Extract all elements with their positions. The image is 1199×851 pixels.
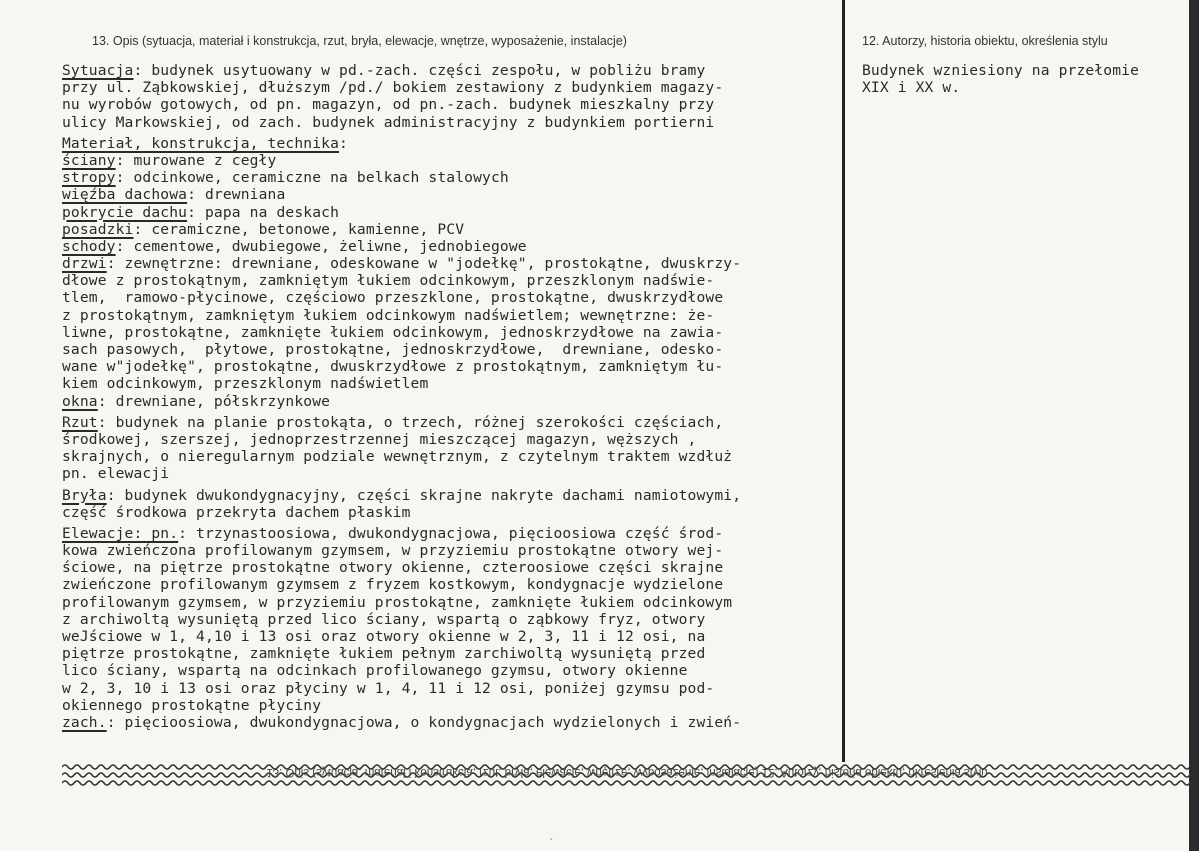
field-label: stropy	[62, 169, 116, 187]
text-line	[62, 645, 741, 662]
field-text: :	[339, 134, 348, 152]
field-label: schody	[62, 237, 116, 255]
field-text: skrajnych, o nieregularnym podziale wewnętrznym, z czytelnym traktem wzdłuż	[62, 448, 733, 466]
field-text: : ceramiczne, betonowe, kamienne, PCV	[133, 220, 465, 238]
column-divider	[842, 0, 845, 762]
mirrored-heading-text: 13. Opis (sytuacja, materiał i konstrukcja, rzut, bryła, elewacje, wnętrze, wyposażenie, instalacje) 12. Autorzy, historia obiektu, określenia stylu	[266, 766, 988, 778]
field-text: : odcinkowe, ceramiczne na belkach stalowych	[115, 169, 509, 187]
text-line	[62, 221, 741, 238]
field-label: Materiał, konstrukcja, technika	[62, 134, 340, 152]
text-line	[62, 465, 741, 482]
field-label: Rzut	[62, 413, 98, 431]
text-line	[62, 542, 741, 559]
field-text: : papa na deskach	[187, 203, 340, 221]
text-line	[62, 448, 741, 465]
field-text: : zewnętrzne: drewniane, odeskowane w "jodełkę", prostokątne, dwuskrzy-	[106, 255, 742, 273]
text-line	[62, 186, 741, 203]
text-line	[62, 375, 741, 392]
field-text: : drewniane, półskrzynkowe	[97, 392, 331, 410]
text-line	[62, 611, 741, 628]
field-text: ulicy Markowskiej, od zach. budynek administracyjny z budynkiem portierni	[62, 113, 715, 131]
field-label: zach.	[62, 713, 107, 731]
field-text: weJściowe w 1, 4,10 i 13 osi oraz otwory okienne w 2, 3, 11 i 12 osi, na	[62, 628, 706, 645]
text-line	[62, 135, 741, 152]
field-label: ściany	[62, 151, 116, 169]
field-text: : budynek dwukondygnacyjny, części skrajne nakryte dachami namiotowymi,	[106, 486, 742, 504]
field-label: Elewacje: pn.	[62, 524, 179, 542]
section-12-heading: 12. Autorzy, historia obiektu, określenia stylu	[862, 34, 1108, 48]
field-label: posadzki	[62, 220, 134, 238]
text-line	[62, 662, 741, 679]
text-line	[62, 96, 741, 113]
history-text	[862, 62, 1139, 96]
field-text: przy ul. Ząbkowskiej, dłuższym /pd./ bokiem zestawiony z budynkiem magazy-	[62, 79, 724, 97]
page-mark: ´	[550, 838, 554, 849]
field-text: : cementowe, dwubiegowe, żeliwne, jednobiegowe	[115, 237, 527, 255]
field-text: kiem odcinkowym, przeszklonym nadświetlem	[62, 375, 429, 393]
text-line	[62, 324, 741, 341]
field-text: : trzynastoosiowa, dwukondygnacjowa, pięcioosiowa część środ-	[178, 524, 724, 542]
section-13-heading: 13. Opis (sytuacja, materiał i konstrukcja, rzut, bryła, elewacje, wnętrze, wyposażenie, instalacje)	[92, 34, 627, 48]
field-text: pn. elewacji	[62, 465, 170, 483]
field-text: z prostokątnym, zamkniętym łukiem odcinkowym nadświetlem; wewnętrzne: że-	[62, 306, 715, 324]
text-line	[62, 525, 741, 542]
description-text	[62, 62, 741, 731]
text-line	[62, 594, 741, 611]
field-label: więźba dachowa	[62, 186, 188, 204]
field-text: : budynek usytuowany w pd.-zach. części zespołu, w pobliżu bramy	[133, 62, 706, 79]
field-text: : drewniana	[187, 186, 286, 204]
text-line	[62, 559, 741, 576]
field-text: : budynek na planie prostokąta, o trzech, różnej szerokości częściach,	[97, 413, 724, 431]
field-text: okiennego prostokątne płyciny	[62, 696, 322, 714]
text-line	[62, 341, 741, 358]
field-text: liwne, prostokątne, zamknięte łukiem odcinkowym, jednoskrzydłowe na zawia-	[62, 323, 724, 341]
text-line	[62, 431, 741, 448]
field-text: profilowanym gzymsem, w przyziemiu prostokątne, zamknięte łukiem odcinkowym	[62, 593, 733, 611]
text-line	[62, 576, 741, 593]
field-label: drzwi	[62, 255, 107, 273]
text-line	[62, 414, 741, 431]
field-text: nu wyrobów gotowych, od pn. magazyn, od pn.-zach. budynek mieszkalny przy	[62, 96, 715, 114]
field-text: środkowej, szerszej, jednoprzestrzennej mieszczącej magazyn, węższych ,	[62, 430, 697, 448]
field-text: kowa zwieńczona profilowanym gzymsem, w przyziemiu prostokątne otwory wej-	[62, 542, 724, 560]
text-line	[62, 169, 741, 186]
field-text: dłowe z prostokątnym, zamkniętym łukiem odcinkowym, przeszklonym nadświe-	[62, 272, 715, 290]
text-line	[62, 628, 741, 645]
history-line: Budynek wzniesiony na przełomie	[862, 62, 1140, 79]
text-line	[62, 79, 741, 96]
text-line	[62, 393, 741, 410]
field-text: sach pasowych, płytowe, prostokątne, jednoskrzydłowe, drewniane, odesko-	[62, 341, 724, 358]
field-label: Bryła	[62, 486, 107, 504]
field-text: tlem, ramowo-płycinowe, częściowo przeszklone, prostokątne, dwuskrzydłowe	[62, 289, 724, 307]
text-line	[62, 152, 741, 169]
text-line	[62, 272, 741, 289]
field-text: część środkowa przekryta dachem płaskim	[62, 503, 411, 521]
text-line	[62, 114, 741, 131]
field-text: lico ściany, wspartą na odcinkach profilowanego gzymsu, otwory okienne	[62, 662, 688, 680]
text-line	[62, 238, 741, 255]
text-line	[62, 504, 741, 521]
text-line	[62, 62, 741, 79]
text-line	[62, 680, 741, 697]
field-label: okna	[62, 392, 98, 410]
text-line	[62, 714, 741, 731]
field-text: z archiwoltą wysuniętą przed lico ściany, wspartą o ząbkowy fryz, otwory	[62, 610, 706, 628]
field-text: w 2, 3, 10 i 13 osi oraz płyciny w 1, 4, 11 i 12 osi, poniżej gzymsu pod-	[62, 679, 715, 697]
field-label: Sytuacja	[62, 62, 134, 79]
field-text: wane w"jodełkę", prostokątne, dwuskrzydłowe z prostokątnym, zamkniętym łu-	[62, 358, 724, 376]
field-text: ściowe, na piętrze prostokątne otwory okienne, czteroosiowe części skrajne	[62, 559, 724, 577]
text-line	[62, 358, 741, 375]
text-line	[62, 307, 741, 324]
text-line	[62, 255, 741, 272]
field-text: : pięcioosiowa, dwukondygnacjowa, o kondygnacjach wydzielonych i zwień-	[106, 713, 742, 731]
field-label: pokrycie dachu	[62, 203, 188, 221]
text-line	[62, 697, 741, 714]
text-line	[62, 204, 741, 221]
text-line	[62, 487, 741, 504]
history-line: XIX i XX w.	[862, 79, 961, 97]
field-text: zwieńczone profilowanym gzymsem z fryzem kostkowym, kondygnacje wydzielone	[62, 576, 724, 594]
page-edge	[1189, 0, 1199, 851]
bleed-through-strip	[62, 764, 1192, 786]
text-line	[62, 289, 741, 306]
field-text: piętrze prostokątne, zamknięte łukiem pełnym zarchiwoltą wysuniętą przed	[62, 645, 706, 663]
field-text: : murowane z cegły	[115, 151, 277, 169]
